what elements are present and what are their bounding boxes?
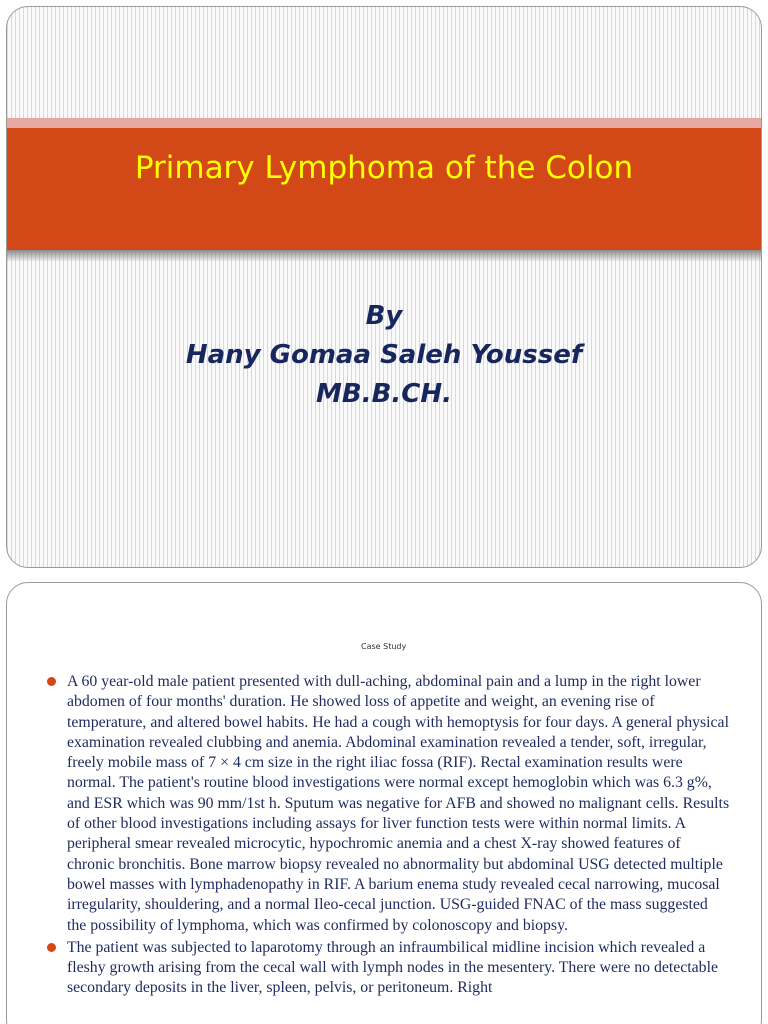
title-band bbox=[7, 128, 761, 250]
bullet-list bbox=[7, 672, 761, 1001]
author-block bbox=[7, 297, 761, 414]
by-label: By bbox=[365, 301, 403, 331]
slide-title: Primary Lymphoma of the Colon bbox=[134, 150, 634, 186]
author-degree: MB.B.CH. bbox=[316, 379, 452, 409]
case-study-slide bbox=[6, 582, 762, 1024]
author-name: Hany Gomaa Saleh Youssef bbox=[185, 340, 583, 370]
bullet-text: The patient was subjected to laparotomy through an infraumbilical midline incision which revealed a fleshy growth arising from the cecal wall with lymph nodes in the mesentery. There were no detectable secondary deposits in the liver, spleen, pelvis, or peritoneum. Right bbox=[67, 938, 718, 997]
title-slide bbox=[6, 6, 762, 568]
list-item bbox=[7, 672, 761, 936]
title-band-shadow bbox=[7, 250, 761, 262]
bullet-dot-icon bbox=[47, 943, 56, 952]
case-study-label: Case Study bbox=[361, 642, 407, 651]
bullet-text: A 60 year-old male patient presented with dull-aching, abdominal pain and a lump in the right lower abdomen of four months' duration. He showed loss of appetite and weight, an evening rise of temperature, and altered bowel habits. He had a cough with hemoptysis for four days. A general physical examination revealed clubbing and anemia. Abdominal examination revealed a tender, soft, irregular, freely mobile mass of 7 × 4 cm size in the right iliac fossa (RIF). Rectal examination results were normal. The patient's routine blood investigations were normal except hemoglobin which was 6.3 g%, and ESR which was 90 mm/1st h. Sputum was negative for AFB and showed no malignant cells. Results of other blood investigations including assays for liver function tests were within normal limits. A peripheral smear revealed microcytic, hypochromic anemia and a chest X-ray showed features of chronic bronchitis. Bone marrow biopsy revealed no abnormality but abdominal USG detected multiple bowel masses with lymphadenopathy in RIF. A barium enema study revealed cecal narrowing, mucosal irregularity, shouldering, and a normal Ileo-cecal junction. USG-guided FNAC of the mass suggested the possibility of lymphoma, which was confirmed by colonoscopy and biopsy. bbox=[67, 673, 730, 934]
bullet-dot-icon bbox=[47, 677, 56, 686]
list-item bbox=[7, 938, 761, 999]
accent-bar bbox=[7, 118, 761, 128]
